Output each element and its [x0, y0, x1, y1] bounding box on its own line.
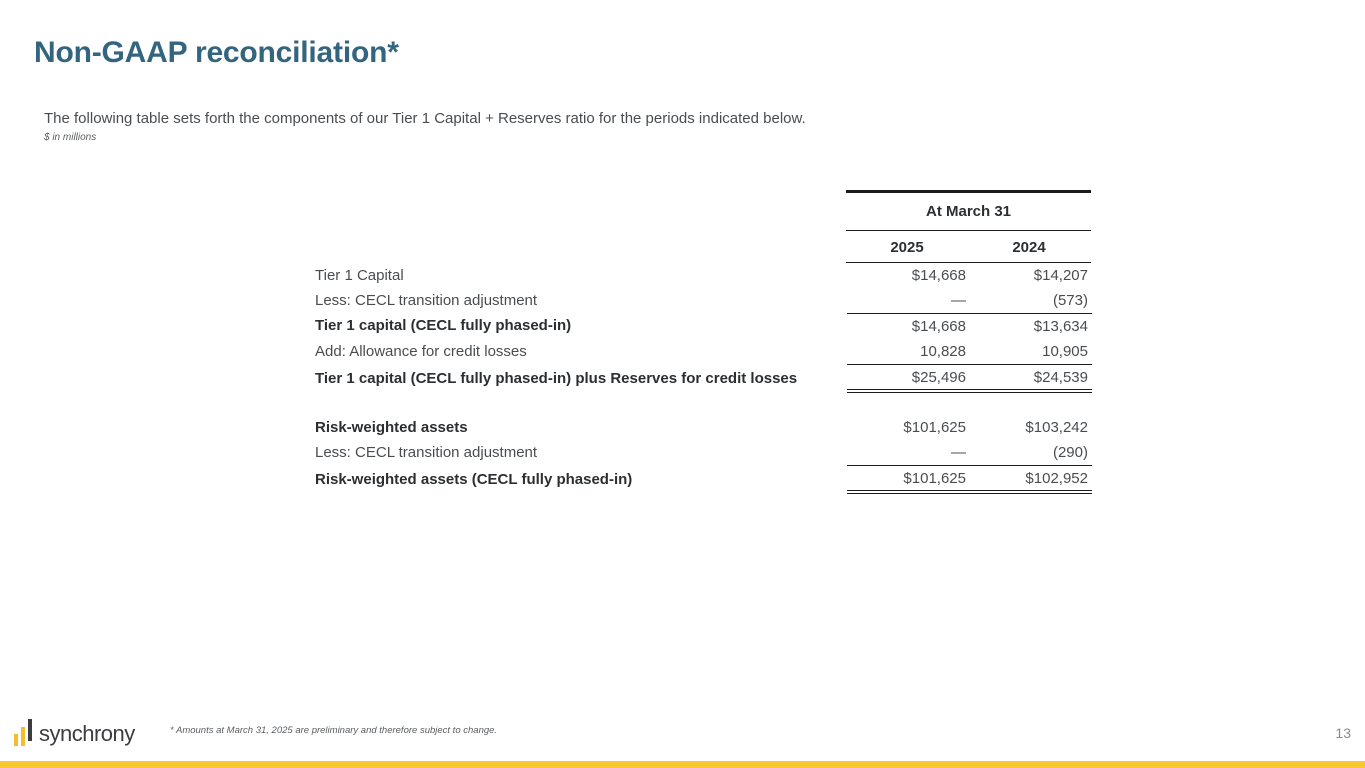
value-2025: $14,668: [911, 267, 966, 284]
table-row: [314, 339, 1092, 364]
value-2025: —: [951, 444, 966, 461]
page-number: 13: [1335, 725, 1351, 741]
units-note: $ in millions: [44, 132, 97, 143]
value-2025: $101,625: [903, 419, 966, 436]
row-label: Add: Allowance for credit losses: [315, 343, 527, 360]
table-row: [314, 440, 1092, 465]
row-label: Risk-weighted assets (CECL fully phased-in): [315, 471, 633, 488]
slide-title: Non-GAAP reconciliation*: [34, 36, 399, 69]
row-label: Tier 1 capital (CECL fully phased-in): [315, 317, 572, 334]
table-row: [314, 313, 1092, 338]
row-label: Less: CECL transition adjustment: [315, 292, 538, 309]
value-2024: $103,242: [1025, 419, 1088, 436]
value-2025: —: [951, 292, 966, 309]
table-row: [314, 465, 1092, 494]
value-2025: $25,496: [911, 368, 966, 386]
value-2024: $24,539: [1033, 368, 1088, 386]
row-label: Less: CECL transition adjustment: [315, 444, 538, 461]
footnote: * Amounts at March 31, 2025 are preliminary and therefore subject to change.: [170, 725, 498, 736]
logo-text: synchrony: [39, 721, 135, 746]
value-2025: $14,668: [911, 317, 966, 335]
value-2024: (290): [1052, 444, 1088, 461]
table-row: [314, 364, 1092, 393]
row-label: Tier 1 capital (CECL fully phased-in) plus Reserves for credit losses: [315, 370, 798, 387]
row-label: Tier 1 Capital: [315, 267, 404, 284]
value-2025: 10,828: [920, 343, 966, 360]
table-row: [314, 263, 1092, 288]
year-header-row: [846, 232, 1091, 263]
brand-bottom-bar: [0, 761, 1365, 768]
synchrony-logo: [14, 718, 135, 746]
table-row: [314, 288, 1092, 313]
period-header: At March 31: [846, 190, 1091, 231]
row-label: Risk-weighted assets: [315, 419, 468, 436]
year-header-2024: 2024: [1012, 238, 1046, 256]
logo-mark-icon: [14, 719, 34, 746]
year-header-2025: 2025: [890, 238, 924, 256]
value-2025: $101,625: [903, 469, 966, 487]
value-2024: $14,207: [1033, 267, 1088, 284]
intro-text: The following table sets forth the components of our Tier 1 Capital + Reserves ratio for the periods indicated below.: [44, 110, 806, 127]
table-row: [314, 415, 1092, 440]
value-2024: 10,905: [1042, 343, 1088, 360]
value-2024: (573): [1052, 292, 1088, 309]
value-2024: $13,634: [1033, 317, 1088, 335]
value-2024: $102,952: [1025, 469, 1088, 487]
